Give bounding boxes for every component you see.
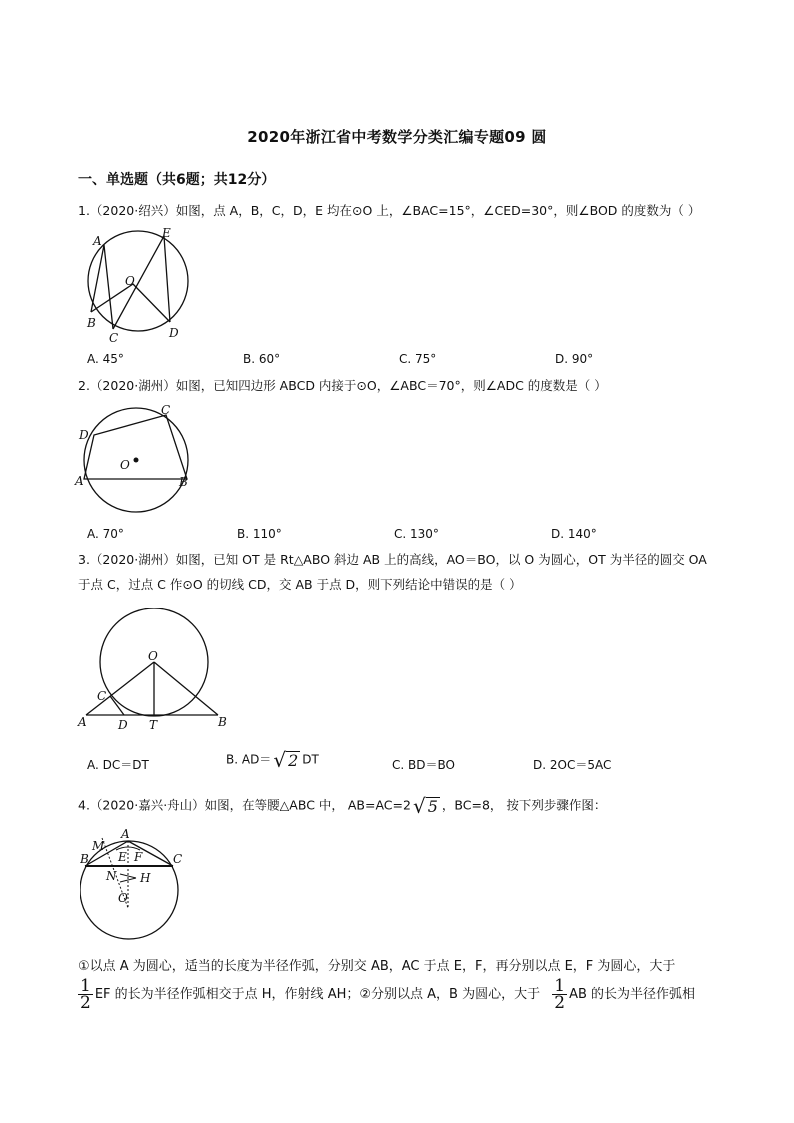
label-M: M bbox=[92, 839, 105, 853]
label-N: N bbox=[106, 869, 117, 883]
q2-option-d: D. 140° bbox=[551, 527, 597, 541]
label-E: E bbox=[118, 850, 127, 864]
question-1-text: 1.（2020·绍兴）如图，点 A，B，C，D，E 均在⊙O 上，∠BAC=15°，∠CED=30°，则∠BOD 的度数为（ ） bbox=[78, 203, 701, 218]
sqrt-symbol: √ 5 bbox=[412, 794, 438, 818]
fraction-numerator: 1 bbox=[554, 976, 566, 996]
label-C: C bbox=[97, 689, 107, 703]
question-2-figure bbox=[74, 402, 196, 514]
q3-option-c: C. BD＝BO bbox=[392, 758, 455, 772]
label-O: O bbox=[125, 274, 135, 288]
question-4-text-a: 4.（2020·嘉兴·舟山）如图，在等腰△ABC 中， AB=AC=2 bbox=[78, 797, 411, 813]
q3-option-b-prefix: B. AD＝ bbox=[226, 752, 272, 767]
q2-option-c: C. 130° bbox=[394, 527, 439, 541]
q3-option-a: A. DC＝DT bbox=[87, 758, 149, 772]
fraction-denominator: 2 bbox=[554, 993, 566, 1013]
label-D: D bbox=[79, 428, 89, 442]
q2-option-a: A. 70° bbox=[87, 527, 124, 541]
fraction-half-2 bbox=[552, 978, 567, 1011]
fraction-denominator: 2 bbox=[80, 993, 91, 1013]
q2-option-b: B. 110° bbox=[237, 527, 282, 541]
steps-line-2-a: EF 的长为半径作弧相交于点 H，作射线 AH；②分别以点 A，B 为圆心，大于 bbox=[94, 987, 541, 1002]
q1-option-d: D. 90° bbox=[555, 352, 594, 366]
label-B: B bbox=[218, 715, 227, 729]
fraction-numerator: 1 bbox=[80, 976, 91, 996]
question-1-figure bbox=[78, 226, 198, 348]
question-4-text-b: ，BC=8， 按下列步骤作图： bbox=[441, 797, 607, 813]
sqrt-symbol: √ 2 bbox=[273, 748, 299, 772]
steps-line-1: ①以点 A 为圆心，适当的长度为半径作弧，分别交 AB，AC 于点 E，F，再分别以点 E，F 为圆心，大于 bbox=[78, 959, 676, 974]
question-4-figure bbox=[80, 828, 190, 944]
label-A: A bbox=[121, 828, 130, 841]
q1-option-a: A. 45° bbox=[87, 352, 124, 366]
label-C: C bbox=[109, 331, 119, 345]
label-D: D bbox=[118, 718, 128, 732]
label-E: E bbox=[162, 226, 171, 240]
steps-line-2 bbox=[78, 978, 695, 1011]
steps-line-2-b: AB 的长为半径作弧相 bbox=[569, 987, 696, 1002]
label-O: O bbox=[120, 458, 130, 472]
label-T: T bbox=[149, 718, 158, 732]
q1-option-b: B. 60° bbox=[243, 352, 281, 366]
question-2-text: 2.（2020·湖州）如图，已知四边形 ABCD 内接于⊙O，∠ABC＝70°，则∠ADC 的度数是（ ） bbox=[78, 378, 607, 393]
label-A: A bbox=[93, 234, 102, 248]
section-heading: 一、单选题（共6题；共12分） bbox=[78, 172, 276, 188]
label-D: D bbox=[169, 326, 179, 340]
label-B: B bbox=[179, 475, 188, 489]
label-B: B bbox=[87, 316, 96, 330]
q3-option-b bbox=[226, 750, 319, 770]
sqrt-radicand: 2 bbox=[288, 751, 299, 770]
question-3-line-2: 于点 C，过点 C 作⊙O 的切线 CD，交 AB 于点 D，则下列结论中错误的是（ ） bbox=[78, 577, 522, 592]
label-H: H bbox=[140, 871, 151, 885]
label-C: C bbox=[161, 403, 171, 417]
question-3-line-1: 3.（2020·湖州）如图，已知 OT 是 Rt△ABO 斜边 AB 上的高线，AO＝BO，以 O 为圆心，OT 为半径的圆交 OA bbox=[78, 552, 707, 567]
label-F: F bbox=[134, 850, 143, 864]
fraction-half bbox=[78, 978, 93, 1011]
q1-option-c: C. 75° bbox=[399, 352, 437, 366]
label-C: C bbox=[173, 852, 183, 866]
page-title: 2020年浙江省中考数学分类汇编专题09 圆 bbox=[247, 128, 547, 146]
label-A: A bbox=[78, 715, 87, 729]
label-B: B bbox=[80, 852, 89, 866]
label-A: A bbox=[75, 474, 84, 488]
q3-option-d: D. 2OC＝5AC bbox=[533, 758, 612, 772]
question-3-figure bbox=[76, 608, 234, 734]
label-O: O bbox=[148, 649, 158, 663]
q3-option-b-suffix: DT bbox=[302, 752, 319, 767]
question-4-text bbox=[78, 796, 606, 816]
label-O: O bbox=[118, 891, 128, 905]
sqrt-radicand: 5 bbox=[427, 797, 438, 816]
